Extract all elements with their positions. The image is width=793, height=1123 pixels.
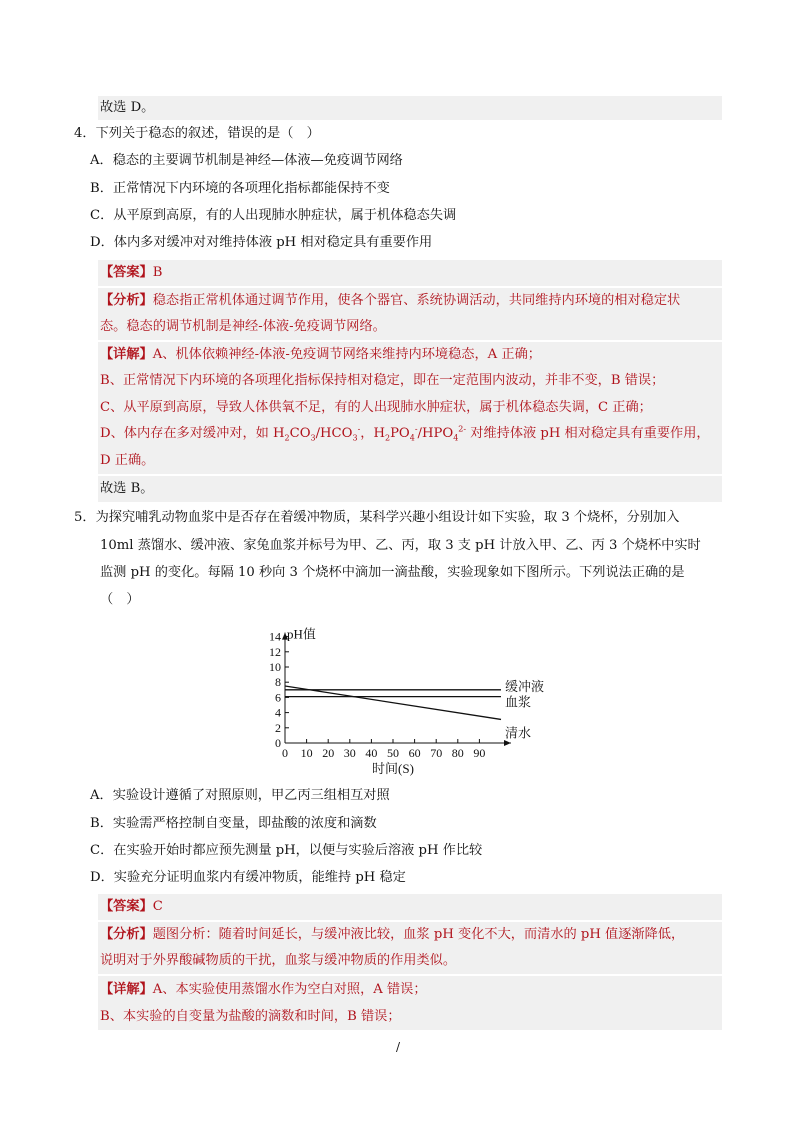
q5-option-c: C．在实验开始时都应预先测量 pH，以便与实验后溶液 pH 作比较 xyxy=(90,843,483,858)
y-tick-label: 4 xyxy=(275,705,281,720)
q5-analysis: 【分析】题图分析：随着时间延长，与缓冲液比较，血浆 pH 变化不大，而清水的 pH 值逐渐降低， 说明对于外界酸碱物质的干扰，血浆与缓冲物质的作用类似。 xyxy=(98,922,722,974)
q4-detail xyxy=(98,342,722,474)
q4-answer xyxy=(98,260,722,286)
answer-value: B xyxy=(152,265,163,280)
x-tick-label: 50 xyxy=(387,746,399,760)
q5-answer: 【答案】C xyxy=(98,894,722,920)
detail-tag: 【详解】 xyxy=(100,347,153,362)
y-axis-label: pH值 xyxy=(287,626,316,642)
q5-stem-3: 监测 pH 的变化。每隔 10 秒向 3 个烧杯中滴加一滴盐酸，实验现象如下图所示。下列说法正确的是 xyxy=(100,565,685,580)
detail-d: D、体内存在多对缓冲对，如 $H_2CO_3/HCO_3^-$，$H_2PO_4^-/HPO_4^{2-}$ 对维持体液 pH 相对稳定具有重要作用， xyxy=(100,424,710,443)
page-number: / xyxy=(396,1040,401,1054)
q5-option-b: B．实验需严格控制自变量，即盐酸的浓度和滴数 xyxy=(90,816,377,831)
q4-option-c: C．从平原到高原，有的人出现肺水肿症状，属于机体稳态失调 xyxy=(90,208,457,223)
x-tick-label: 40 xyxy=(365,746,378,760)
y-tick-label: 14 xyxy=(269,629,281,644)
q5-stem-1: 5．为探究哺乳动物血浆中是否存在着缓冲物质，某科学兴趣小组设计如下实验，取 3 个烧杯，分别加入 xyxy=(74,510,680,525)
analysis-tag: 【分析】 xyxy=(100,293,153,308)
q4-analysis xyxy=(98,288,722,340)
analysis-text-1: 稳态指正常机体通过调节作用，使各个器官、系统协调活动，共同维持内环境的相对稳定状 xyxy=(152,293,681,308)
q5-detail: 【详解】A、本实验使用蒸馏水作为空白对照，A 错误； B、本实验的自变量为盐酸的滴数和时间，B 错误； xyxy=(98,976,722,1030)
y-tick-label: 12 xyxy=(269,644,281,659)
x-tick-label: 60 xyxy=(408,746,421,760)
x-tick-label: 0 xyxy=(282,746,288,760)
y-tick-label: 2 xyxy=(275,720,281,735)
q3-conclusion: 故选 D。 xyxy=(98,96,722,120)
q5-option-d: D．实验充分证明血浆内有缓冲物质，能维持 pH 稳定 xyxy=(90,870,406,885)
analysis-text-2: 态。稳态的调节机制是神经-体液-免疫调节网络。 xyxy=(100,319,386,334)
x-tick-label: 30 xyxy=(343,746,356,760)
ph-chart xyxy=(255,615,545,777)
q5-stem-2: 10ml 蒸馏水、缓冲液、家兔血浆并标号为甲、乙、丙，取 3 支 pH 计放入甲、乙、丙 3 个烧杯中实时 xyxy=(100,538,701,553)
q4-stem: 4．下列关于稳态的叙述，错误的是（ ） xyxy=(74,126,320,141)
q4-option-b: B．正常情况下内环境的各项理化指标都能保持不变 xyxy=(90,181,390,196)
q5-option-a: A．实验设计遵循了对照原则，甲乙丙三组相互对照 xyxy=(90,788,390,803)
series-label: 缓冲液 xyxy=(505,678,545,694)
q5-stem-4: （ ） xyxy=(100,592,140,607)
series-label: 清水 xyxy=(505,725,532,741)
y-tick-label: 8 xyxy=(275,675,281,690)
x-tick-label: 90 xyxy=(473,746,486,760)
x-tick-label: 70 xyxy=(430,746,443,760)
series-label: 血浆 xyxy=(505,694,532,710)
q4-option-d: D．体内多对缓冲对对维持体液 pH 相对稳定具有重要作用 xyxy=(90,235,433,250)
y-tick-label: 10 xyxy=(269,660,281,674)
x-tick-label: 10 xyxy=(300,746,313,760)
q4-conclusion: 故选 B。 xyxy=(98,476,722,502)
detail-b: B、正常情况下内环境的各项理化指标保持相对稳定，即在一定范围内波动，并非不变，B 错误； xyxy=(100,373,665,389)
detail-d-cont: D 正确。 xyxy=(100,452,155,468)
y-tick-label: 6 xyxy=(275,690,281,705)
x-axis-arrow xyxy=(504,740,511,746)
y-tick-label: 0 xyxy=(275,736,281,750)
detail-c: C、从平原到高原，导致人体供氧不足，有的人出现肺水肿症状，属于机体稳态失调，C 正确； xyxy=(100,399,652,415)
x-tick-label: 20 xyxy=(322,746,335,760)
detail-a: A、机体依赖神经-体液-免疫调节网络来维持内环境稳态，A 正确； xyxy=(152,347,541,362)
q4-option-a: A．稳态的主要调节机制是神经—体液—免疫调节网络 xyxy=(90,153,403,168)
x-axis-label: 时间(S) xyxy=(372,761,414,776)
answer-tag: 【答案】 xyxy=(100,265,153,280)
series-line xyxy=(285,686,501,719)
x-tick-label: 80 xyxy=(451,746,464,760)
